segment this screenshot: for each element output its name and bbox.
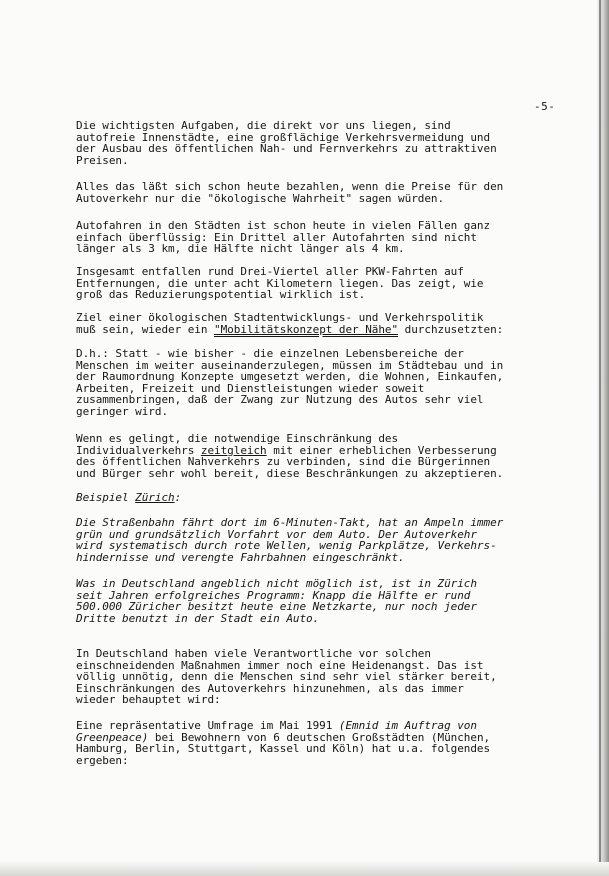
page-number: -5-	[534, 100, 556, 113]
paragraph-umfrage	[76, 720, 566, 766]
paragraph-bezahlen	[76, 181, 566, 204]
paragraph-insgesamt	[76, 266, 566, 301]
scan-edge-line	[599, 0, 601, 876]
text-segment: Ziel einer ökologischen Stadtentwicklungs- und Verkehrspolitik muß sein, wieder ein	[76, 311, 484, 336]
text-segment: bei Bewohnern von 6 deutschen Großstädten (München, Hamburg, Berlin, Stuttgart, Kassel und Köln) hat u.a. folgendes ergeben:	[76, 730, 491, 767]
text-segment: Was in Deutschland angeblich nicht möglich ist, ist in Zürich seit Jahren erfolgreiches Programm: Knapp die Hälfte er rund 500.000 Züricher besitzt heute eine Netzkarte, nur noch jeder Dritte benutzt in der Stadt ein Auto.	[76, 577, 477, 625]
paragraph-autofahren	[76, 220, 566, 255]
text-segment: zeitgleich	[200, 443, 267, 457]
paragraph-aufgaben	[76, 120, 566, 166]
paragraph-strassenbahn	[76, 517, 566, 563]
text-segment: "Mobilitätskonzept der Nähe"	[214, 322, 399, 336]
text-segment: D.h.: Statt - wie bisher - die einzelnen Lebensbereiche der Menschen im weiter auseinanderzulegen, müssen im Städtebau und in der Raumordnung Konzepte umgesetzt werden, die Wohnen, Einkaufen, Arbeiten, Freizeit und Dienstleistungen wieder soweit zusammenbringen, daß der Zwang zur Nutzung des Autos sehr viel geringer wird.	[76, 347, 504, 418]
paragraph-ziel	[76, 312, 566, 335]
text-segment: :	[174, 491, 182, 504]
paragraph-wenn-es-gelingt	[76, 433, 566, 479]
text-segment: Die Straßenbahn fährt dort im 6-Minuten-Takt, hat an Ampeln immer grün und grundsätzlich Vorfahrt vor dem Auto. Der Autoverkehr wird systematisch durch rote Wellen, wenig Parkplätze, Verkehrs- hindernisse und verengte Fahrbahnen eingeschränkt.	[76, 516, 504, 564]
text-segment: Eine repräsentative Umfrage im Mai 1991	[76, 719, 339, 732]
text-segment: Autofahren in den Städten ist schon heute in vielen Fällen ganz einfach überflüssig: Ein Drittel aller Autofahrten sind nicht länger als 3 km, die Hälfte nicht länger als 4 km.	[76, 219, 491, 256]
text-segment: Insgesamt entfallen rund Drei-Viertel aller PKW-Fahrten auf Entfernungen, die unter acht Kilometern liegen. Das zeigt, wie groß das Reduzierungspotential wirklich ist.	[76, 265, 484, 302]
paragraph-dh-statt	[76, 348, 566, 418]
text-segment: durchzusetzten:	[398, 322, 504, 336]
text-segment: Zürich	[135, 491, 175, 504]
paragraph-verantwortliche	[76, 648, 566, 706]
text-segment: (Emnid im Auftrag von Greenpeace)	[76, 719, 477, 744]
scan-bottom-band	[0, 862, 609, 876]
text-segment: In Deutschland haben viele Verantwortliche vor solchen einschneidenden Maßnahmen immer noch eine Heidenangst. Das ist völlig unnötig, denn die Menschen sind sehr viel stärker bereit, Einschränkungen des Autoverkehrs hinzunehmen, als das immer wieder behauptet wird:	[76, 647, 497, 707]
text-segment: mit einer erheblichen Verbesserung des öffentlichen Nahverkehrs zu verbinden, sind die Bürgerinnen und Bürger sehr wohl bereit, diese Beschränkungen zu akzeptieren.	[76, 443, 504, 480]
text-segment: Die wichtigsten Aufgaben, die direkt vor uns liegen, sind autofreie Innenstädte, eine großflächige Verkehrsvermeidung und der Ausbau des öffentlichen Nah- und Fernverkehrs zu attraktiven Preisen.	[76, 119, 497, 167]
text-segment: Alles das läßt sich schon heute bezahlen, wenn die Preise für den Autoverkehr nur die "ökologische Wahrheit" sagen würden.	[76, 180, 504, 205]
text-segment: Beispiel	[76, 491, 136, 504]
text-segment: Wenn es gelingt, die notwendige Einschränkung des Individualverkehrs	[76, 432, 399, 457]
paragraph-beispiel-zuerich	[76, 492, 566, 504]
paragraph-was-in-deutschland	[76, 578, 566, 624]
